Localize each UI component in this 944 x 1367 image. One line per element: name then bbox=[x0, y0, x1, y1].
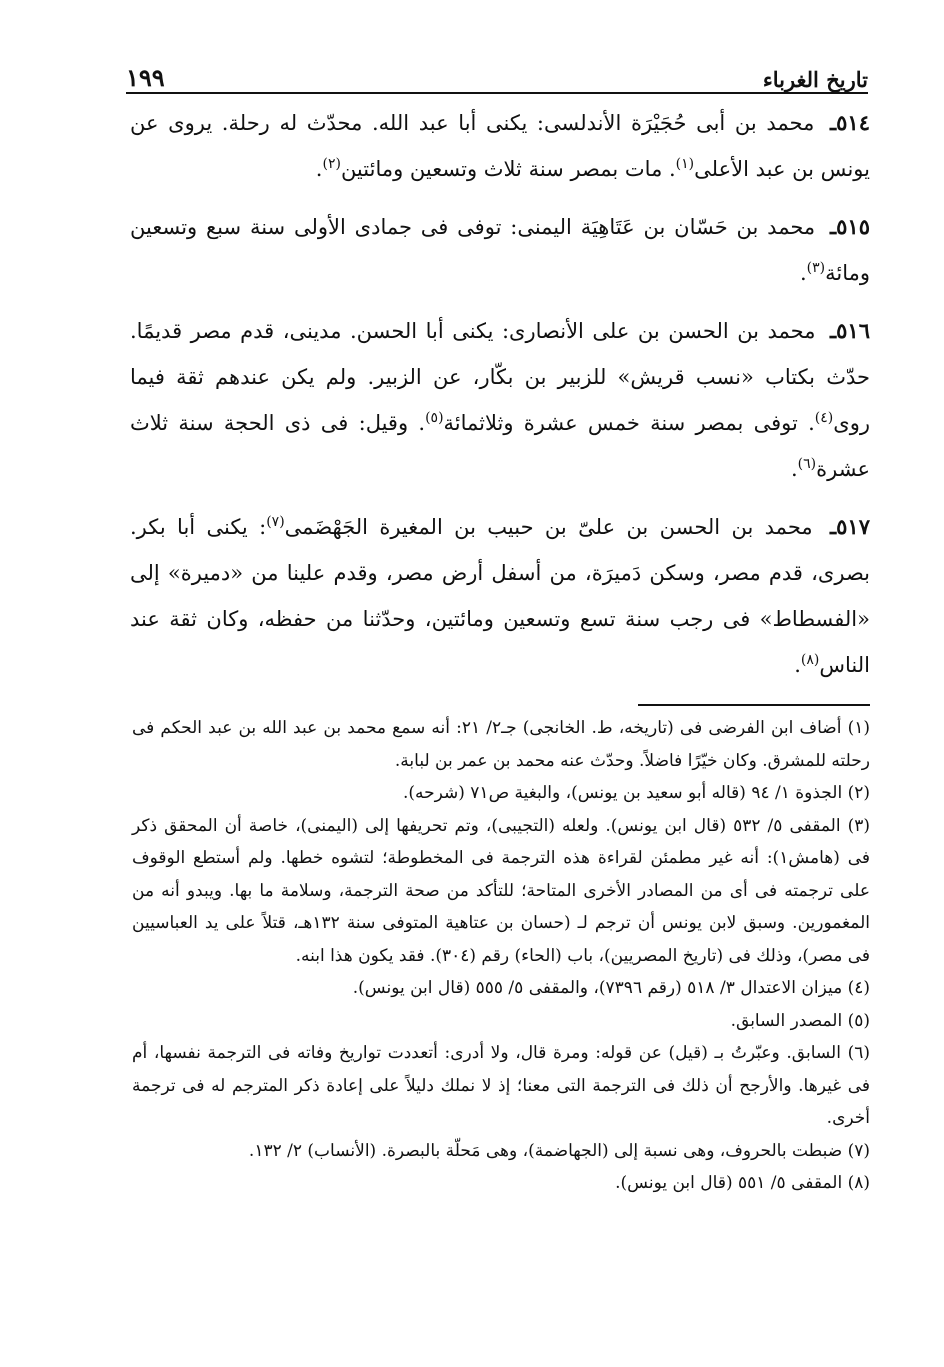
entry-dash: ـ bbox=[830, 110, 837, 135]
header-rule bbox=[126, 92, 868, 94]
footnote-5: (٥) المصدر السابق. bbox=[730, 1010, 870, 1031]
footnote-4: (٤) ميزان الاعتدال ٣/ ٥١٨ (رقم ٧٣٩٦)، والمقفى ٥/ ٥٥٥ (قال ابن يونس). bbox=[352, 978, 870, 998]
entry-515 bbox=[130, 204, 870, 296]
entry-text: . توفى بمصر سنة خمس عشرة وثلاثمائة bbox=[443, 411, 815, 435]
entry-text: محمد بن الحسن بن على الأنصارى: يكنى أبا الحسن. مدينى، قدم مصر قديمًا. حدّث بكتاب «نسب قريش» للزبير بن بكّار، عن الزبير. ولم يكن عندهم ثقة فيما روى bbox=[130, 319, 870, 435]
footnotes bbox=[132, 712, 870, 1200]
entry-text: محمد بن أبى حُجَيْرَة الأندلسى: يكنى أبا عبد الله. محدّث له رحلة. يروى عن يونس بن عبد الأعلى bbox=[130, 111, 870, 181]
footnote-ref: (١) bbox=[675, 156, 695, 172]
entry-text: محمد بن حَسّان بن عَتَاهِيَة اليمنى: توفى فى جمادى الأولى سنة سبع وتسعين ومائة bbox=[130, 215, 870, 285]
entry-number: ٥١٥ bbox=[836, 214, 870, 239]
entry-text: . bbox=[794, 653, 801, 677]
entry-text: محمد بن الحسن بن علىّ بن حبيب بن المغيرة الجَهْضَمى bbox=[284, 515, 813, 539]
page-number: ١٩٩ bbox=[126, 63, 165, 92]
entry-text: . وقيل: فى ذى الحجة سنة ثلاث عشرة bbox=[130, 411, 870, 481]
footnote-ref: (٥) bbox=[425, 410, 444, 426]
footnote-ref: (٦) bbox=[797, 456, 817, 472]
footnote-3: (٣) المقفى ٥/ ٥٣٢ (قال ابن يونس). ولعله (التجيبى)، وتم تحريفها إلى (اليمنى)، خاصة أن المحقق ذكر فى (هامش١): أنه غير مطمئن لقراءة هذه الترجمة فى المخطوطة؛ لتشوه خطها. ولم أستطع الوقوف على ترجمته فى أى من المصادر الأخرى المتاحة؛ للتأكد من صحة الترجمة، وسلامة ما بها. ويبدو أنه من المغمورين. وسبق لابن يونس أن ترجم لـ (حسان بن عتاهية المتوفى سنة ١٣٢هـ، قتلاً على يد العباسيين فى مصر)، وذلك فى (تاريخ المصريين)، باب (الحاء) رقم (٣٠٤). فقد يكون هذا ابنه. bbox=[132, 815, 870, 966]
entry-517 bbox=[130, 504, 870, 688]
footnote-rule bbox=[638, 704, 870, 706]
footnote-ref: (٣) bbox=[806, 260, 826, 276]
entry-dash: ـ bbox=[830, 514, 837, 539]
footnote-ref: (٨) bbox=[800, 652, 820, 668]
entry-text: . مات بمصر سنة ثلاث وتسعين ومائتين bbox=[340, 157, 676, 181]
entry-number: ٥١٦ bbox=[836, 318, 870, 343]
entry-number: ٥١٤ bbox=[836, 110, 870, 135]
entry-number: ٥١٧ bbox=[836, 514, 870, 539]
footnote-ref: (٢) bbox=[322, 156, 341, 172]
footnote-7: (٧) ضبطت بالحروف، وهى نسبة إلى (الجهاضمة)، وهى مَحلّة بالبصرة. (الأنساب) ٢/ ١٣٢. bbox=[248, 1140, 870, 1161]
entry-dash: ـ bbox=[830, 214, 837, 239]
page-header bbox=[126, 52, 868, 92]
footnote-ref: (٤) bbox=[814, 410, 834, 426]
entry-text: . bbox=[799, 261, 807, 285]
footnote-ref: (٧) bbox=[266, 514, 285, 530]
biography-entries bbox=[130, 100, 870, 700]
entry-text: . bbox=[790, 457, 798, 481]
entry-text: : يكنى أبا بكر. بصرى، قدم مصر، وسكن دَميرَة، من أسفل أرض مصر، وقدم علينا من «دميرة» إلى «الفسطاط» فى رجب سنة تسع وتسعين ومائتين، وحدّثنا من حفظه، وكان ثقة عند الناس bbox=[130, 515, 870, 677]
entry-dash: ـ bbox=[830, 318, 837, 343]
footnote-8: (٨) المقفى ٥/ ٥٥١ (قال ابن يونس). bbox=[615, 1173, 870, 1193]
running-title: تاريخ الغرباء bbox=[762, 67, 868, 92]
entry-516 bbox=[130, 308, 870, 492]
entry-514 bbox=[130, 100, 870, 192]
footnote-2: (٢) الجذوة ١/ ٩٤ (قاله أبو سعيد بن يونس)، والبغية ص٧١ (شرحه). bbox=[402, 783, 870, 803]
footnote-6: (٦) السابق. وعبّرتُ بـ (قيل) عن قوله: ومرة قال، ولا أدرى: أتعددت تواريخ وفاته فى الترجمة نفسها، أم فى غيرها. والأرجح أن ذلك فى الترجمة التى معنا؛ إذ لا نملك دليلاً على إعادة ذكر المترجم له فى ترجمة أخرى. bbox=[132, 1043, 870, 1128]
entry-text: . bbox=[315, 157, 323, 181]
footnote-1: (١) أضاف ابن الفرضى فى (تاريخه، ط. الخانجى) جـ٢/ ٢١: أنه سمع محمد بن عبد الله بن عبد الحكم فى رحلته للمشرق. وكان خيّرًا فاضلاً. وحدّث عنه محمد بن عمر بن لبابة. bbox=[132, 718, 871, 771]
